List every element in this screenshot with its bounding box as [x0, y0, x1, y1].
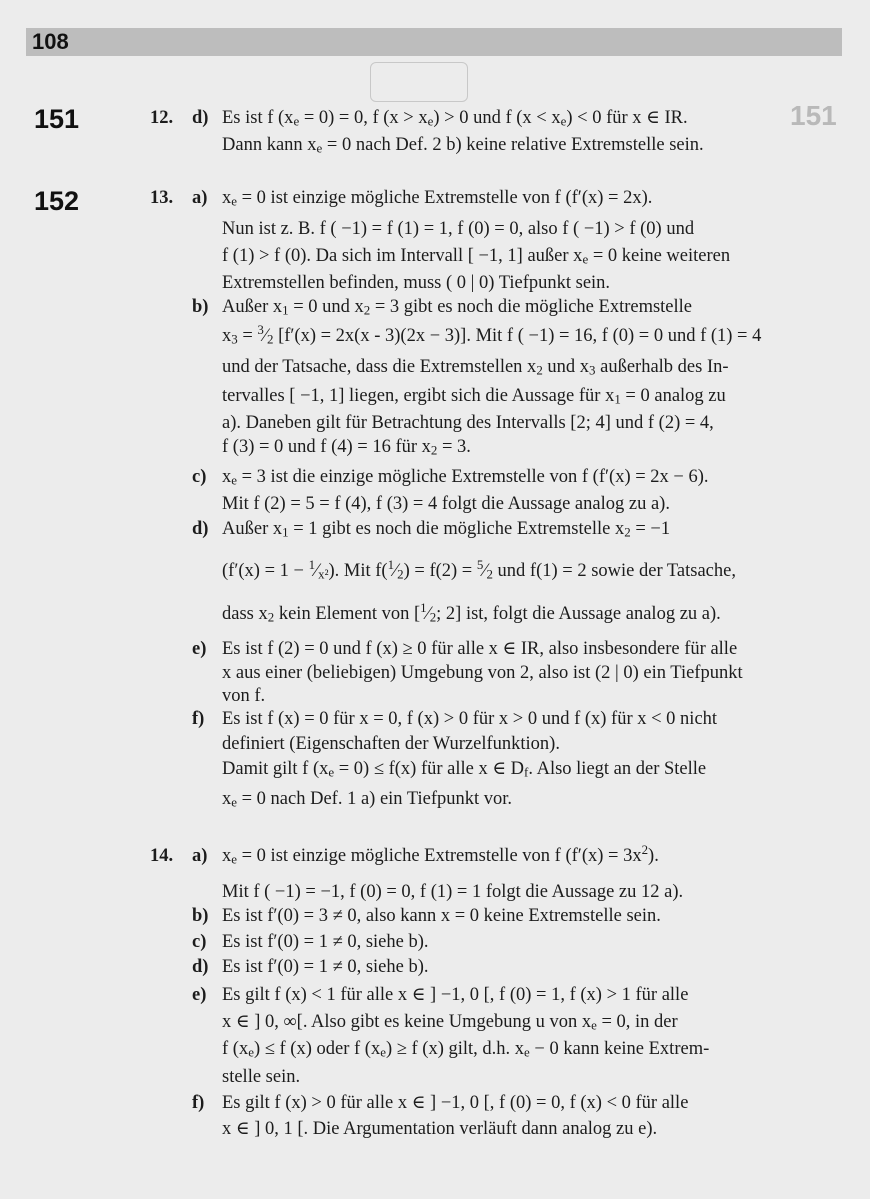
line-text: Es gilt f (x) > 0 für alle x ∈ ] −1, 0 [, f (0) = 0, f (x) < 0 für alle: [222, 1093, 689, 1113]
bleed-through-box: [370, 62, 468, 102]
line-text: Mit f ( −1) = −1, f (0) = 0, f (1) = 1 folgt die Aussage zu 12 a).: [222, 882, 684, 902]
subtask-letter: d): [192, 957, 209, 977]
line-text: stelle sein.: [222, 1067, 301, 1087]
line-text: Extremstellen befinden, muss ( 0 | 0) Tiefpunkt sein.: [222, 273, 611, 293]
subtask-letter: a): [192, 188, 208, 208]
line-text: Es ist f (2) = 0 und f (x) ≥ 0 für alle x ∈ IR, also insbesondere für alle: [222, 639, 738, 659]
line-text: tervalles [ −1, 1] liegen, ergibt sich die Aussage für $x_1 = 0$ analog zu: [222, 386, 726, 407]
line-text: Es ist f (x) = 0 für x = 0, f (x) > 0 für x > 0 und f (x) für x < 0 nicht: [222, 709, 718, 729]
line-text: x ∈ ] 0, 1 [. Die Argumentation verläuft dann analog zu e).: [222, 1119, 658, 1139]
subtask-letter: e): [192, 985, 207, 1005]
subtask-letter: c): [192, 467, 207, 487]
line-text: f $(x_e) \le f$ (x) oder f $(x_e) \ge f$ (x) gilt, d.h. $x_e - 0$ kann keine Extrem-: [222, 1039, 710, 1060]
line-text: definiert (Eigenschaften der Wurzelfunktion).: [222, 734, 560, 754]
line-text: Mit f (2) = 5 = f (4), f (3) = 4 folgt die Aussage analog zu a).: [222, 494, 670, 514]
line-text: Es ist f′(0) = 1 ≠ 0, siehe b).: [222, 957, 429, 977]
exercise-number: 152: [34, 186, 80, 216]
line-text: und der Tatsache, dass die Extremstellen $x_2$ und $x_3$ außerhalb des In-: [222, 357, 729, 378]
subtask-letter: a): [192, 846, 208, 866]
task-number: 14.: [150, 846, 174, 866]
bleed-through-number: 151: [790, 100, 837, 131]
line-text: Damit gilt f $(x_e = 0) \le f(x)$ für alle x ∈ $D_f$. Also liegt an der Stelle: [222, 759, 707, 780]
line-text: Dann kann $x_e = 0$ nach Def. 2 b) keine relative Extremstelle sein.: [222, 135, 704, 156]
line-text: Es ist f $(x_e = 0) = 0$, f $(x > x_e) > 0$ und f $(x < x_e) < 0$ für x ∈ IR.: [222, 108, 688, 129]
line-text: x ∈ ] 0, ∞[. Also gibt es keine Umgebung u von $x_e = 0$, in der: [222, 1012, 678, 1033]
subtask-letter: c): [192, 932, 207, 952]
line-text: $(f'(x) = 1 - ^1⁄_{x^2})$. Mit $f(^1⁄_2) = f(2)$ = $^5⁄_2$ und f(1) = 2 sowie der Tatsache,: [222, 556, 736, 582]
line-text: $x_e = 0$ ist einzige mögliche Extremstelle von f $(f'(x) = 3x^2)$.: [222, 841, 659, 867]
line-text: f (1) > f (0). Da sich im Intervall [ −1, 1] außer $x_e = 0$ keine weiteren: [222, 246, 731, 267]
line-text: dass $x_2$ kein Element von [$^1⁄_2$; 2] ist, folgt die Aussage analog zu a).: [222, 599, 721, 625]
subtask-letter: b): [192, 297, 209, 317]
line-text: $x_e = 0$ nach Def. 1 a) ein Tiefpunkt vor.: [222, 789, 513, 810]
subtask-letter: b): [192, 906, 209, 926]
task-number: 12.: [150, 108, 174, 128]
line-text: Es gilt f (x) < 1 für alle x ∈ ] −1, 0 [, f (0) = 1, f (x) > 1 für alle: [222, 985, 689, 1005]
page-number: 108: [32, 29, 69, 54]
subtask-letter: f): [192, 1093, 205, 1113]
exercise-number: 151: [34, 104, 80, 134]
line-text: $x_3$ = $^3⁄_2$ [f′(x) = 2x(x - 3)(2x − 3)]. Mit f ( −1) = 16, f (0) = 0 und f (1) = 4: [222, 321, 762, 347]
line-text: Nun ist z. B. f ( −1) = f (1) = 1, f (0) = 0, also f ( −1) > f (0) und: [222, 219, 695, 239]
line-text: Es ist f′(0) = 1 ≠ 0, siehe b).: [222, 932, 429, 952]
subtask-letter: d): [192, 519, 209, 539]
line-text: f (3) = 0 und f (4) = 16 für $x_2 = 3$.: [222, 437, 471, 458]
line-text: von f.: [222, 686, 266, 706]
subtask-letter: f): [192, 709, 205, 729]
line-text: $x_e = 3$ ist die einzige mögliche Extremstelle von f (f′(x) = 2x − 6).: [222, 467, 709, 488]
page-header-bar: [26, 28, 842, 56]
line-text: $x_e = 0$ ist einzige mögliche Extremstelle von f (f′(x) = 2x).: [222, 188, 653, 209]
line-text: x aus einer (beliebigen) Umgebung von 2, also ist (2 | 0) ein Tiefpunkt: [222, 663, 743, 683]
subtask-letter: d): [192, 108, 209, 128]
line-text: a). Daneben gilt für Betrachtung des Intervalls [2; 4] und f (2) = 4,: [222, 413, 714, 433]
subtask-letter: e): [192, 639, 207, 659]
line-text: Außer $x_1 = 1$ gibt es noch die mögliche Extremstelle $x_2 = -1$: [222, 519, 671, 540]
line-text: Es ist f′(0) = 3 ≠ 0, also kann x = 0 keine Extremstelle sein.: [222, 906, 661, 926]
task-number: 13.: [150, 188, 174, 208]
line-text: Außer $x_1 = 0$ und $x_2 = 3$ gibt es noch die mögliche Extremstelle: [222, 297, 693, 318]
